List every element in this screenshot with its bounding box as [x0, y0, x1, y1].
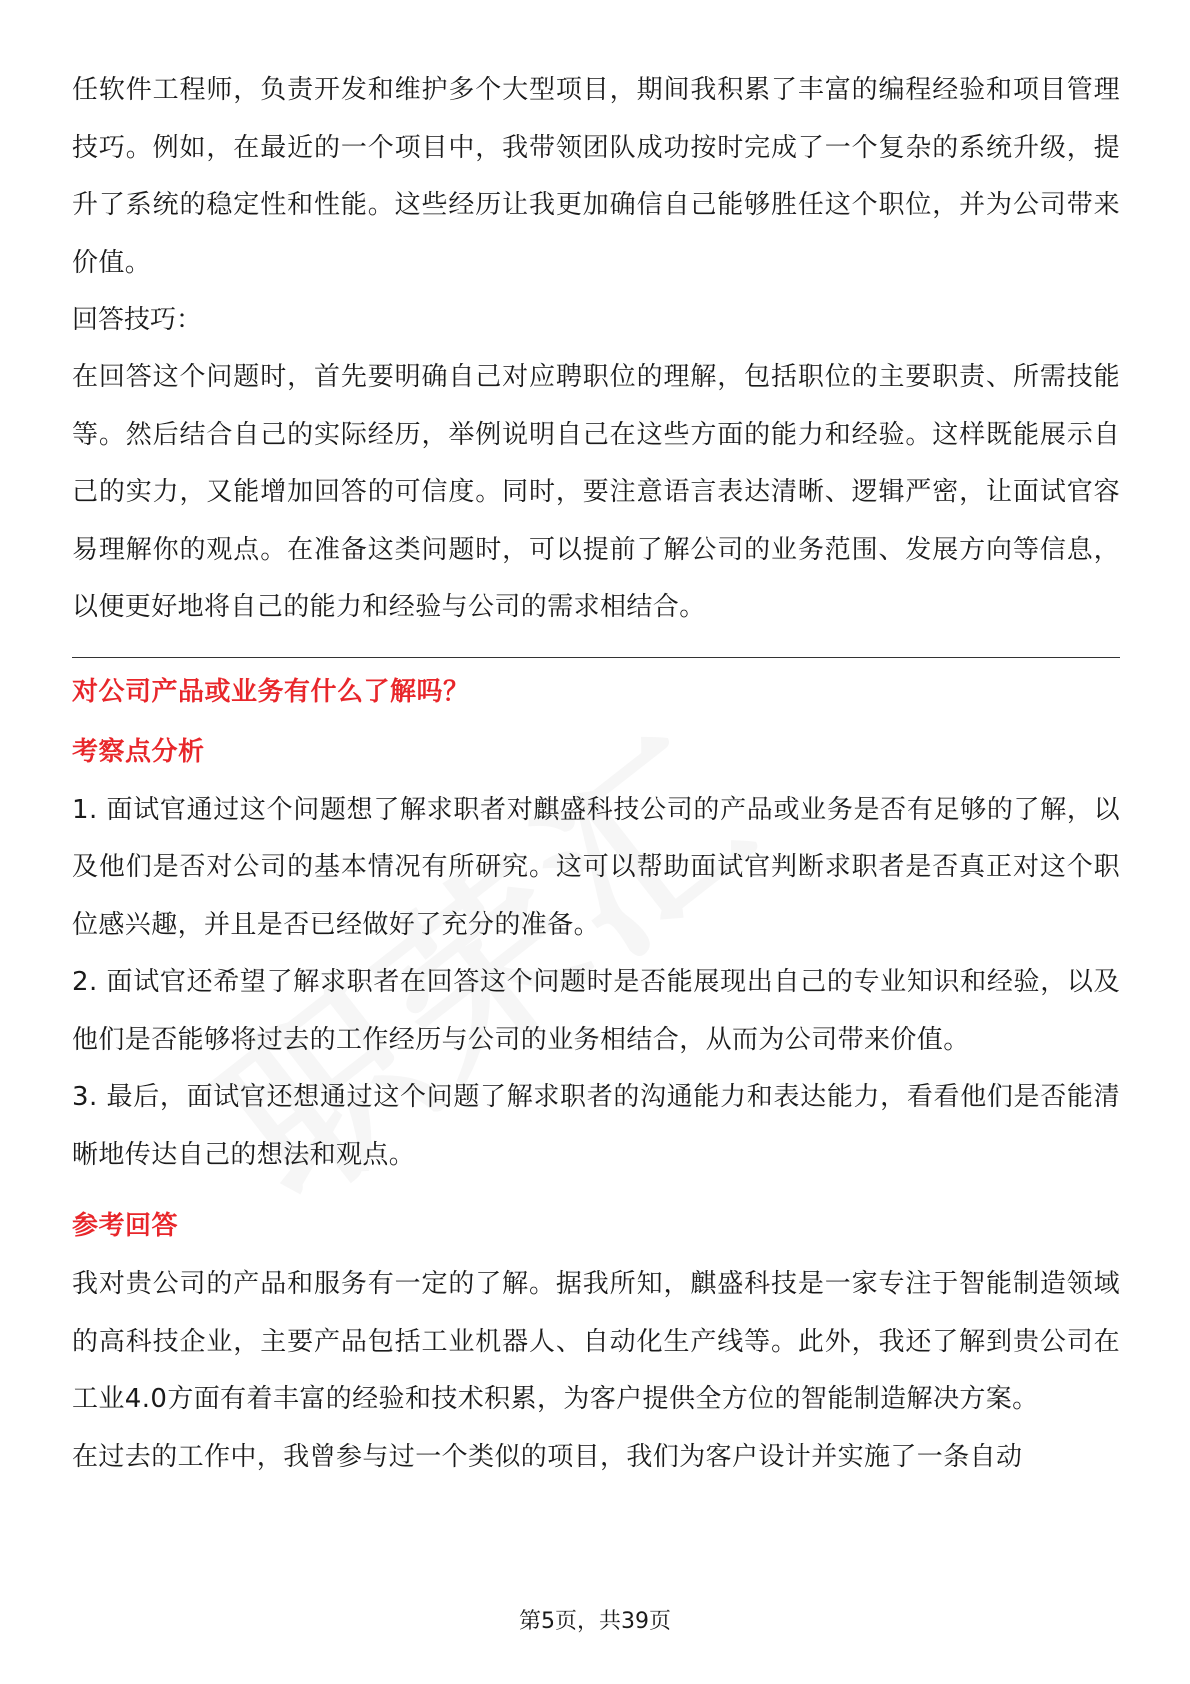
analysis-point-1: 1. 面试官通过这个问题想了解求职者对麒盛科技公司的产品或业务是否有足够的了解，以及他们是否对公司的基本情况有所研究。这可以帮助面试官判断求职者是否真正对这个职位感兴趣，并且是否已经做好了充分的准备。: [72, 794, 1120, 940]
section-divider: [72, 657, 1120, 658]
tips-paragraph: 在回答这个问题时，首先要明确自己对应聘职位的理解，包括职位的主要职责、所需技能等。然后结合自己的实际经历，举例说明自己在这些方面的能力和经验。这样既能展示自己的实力，又能增加回答的可信度。同时，要注意语言表达清晰、逻辑严密，让面试官容易理解你的观点。在准备这类问题时，可以提前了解公司的业务范围、发展方向等信息，以便更好地将自己的能力和经验与公司的需求相结合。: [72, 362, 1120, 622]
answer-heading: 参考回答: [72, 1211, 179, 1241]
intro-paragraph: 任软件工程师，负责开发和维护多个大型项目，期间我积累了丰富的编程经验和项目管理技巧。例如，在最近的一个项目中，我带领团队成功按时完成了一个复杂的系统升级，提升了系统的稳定性和性能。这些经历让我更加确信自己能够胜任这个职位，并为公司带来价值。: [72, 75, 1120, 278]
analysis-point-3: 3. 最后，面试官还想通过这个问题了解求职者的沟通能力和表达能力，看看他们是否能清晰地传达自己的想法和观点。: [72, 1082, 1120, 1170]
page-content: [72, 62, 1120, 1486]
question-title: 对公司产品或业务有什么了解吗？: [72, 676, 470, 707]
tips-label: 回答技巧：: [72, 305, 203, 335]
answer-paragraph-1: 我对贵公司的产品和服务有一定的了解。据我所知，麒盛科技是一家专注于智能制造领域的高科技企业，主要产品包括工业机器人、自动化生产线等。此外，我还了解到贵公司在工业4.0方面有着丰富的经验和技术积累，为客户提供全方位的智能制造解决方案。: [72, 1269, 1120, 1414]
analysis-heading: 考察点分析: [72, 736, 205, 767]
answer-paragraph-2: 在过去的工作中，我曾参与过一个类似的项目，我们为客户设计并实施了一条自动: [72, 1441, 1023, 1472]
page-indicator: 第5页，共39页: [519, 1609, 671, 1634]
analysis-point-2: 2. 面试官还希望了解求职者在回答这个问题时是否能展现出自己的专业知识和经验，以及他们是否能够将过去的工作经历与公司的业务相结合，从而为公司带来价值。: [72, 967, 1120, 1055]
